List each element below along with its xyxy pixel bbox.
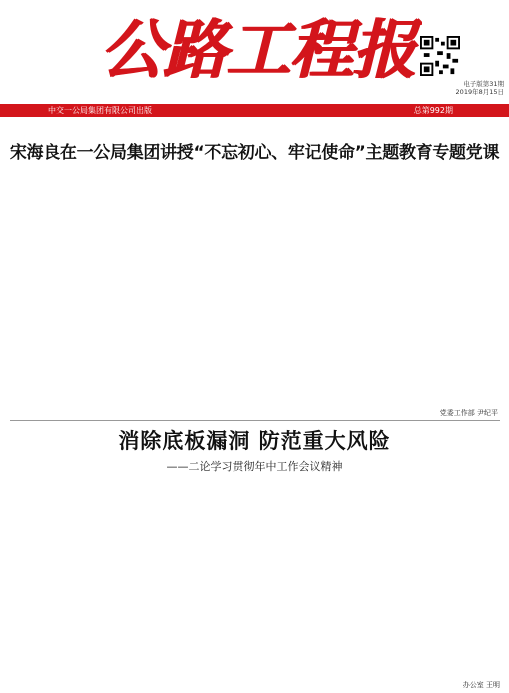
section-divider (10, 420, 500, 421)
article1-signature: 党委工作部 尹纪平 (439, 409, 498, 417)
article2-signature: 办公室 王明 (462, 681, 500, 689)
newspaper-title: 公路工程报 (99, 13, 415, 88)
masthead (0, 0, 509, 110)
article2-subhead: ——二论学习贯彻年中工作会议精神 (166, 460, 343, 473)
publisher-bar (0, 104, 509, 117)
issue-info (398, 80, 504, 96)
qr-code-icon (420, 36, 460, 76)
publisher: 中交一公局集团有限公司出版 (48, 106, 152, 115)
issue-number: 电子版第31期 (463, 80, 504, 88)
total-issue: 总第992期 (413, 106, 453, 115)
issue-date: 2019年8月15日 (455, 88, 504, 96)
article1-headline: 宋海良在一公局集团讲授“不忘初心、牢记使命”主题教育专题党课 (9, 143, 500, 163)
article2-headline: 消除底板漏洞 防范重大风险 (118, 428, 391, 453)
